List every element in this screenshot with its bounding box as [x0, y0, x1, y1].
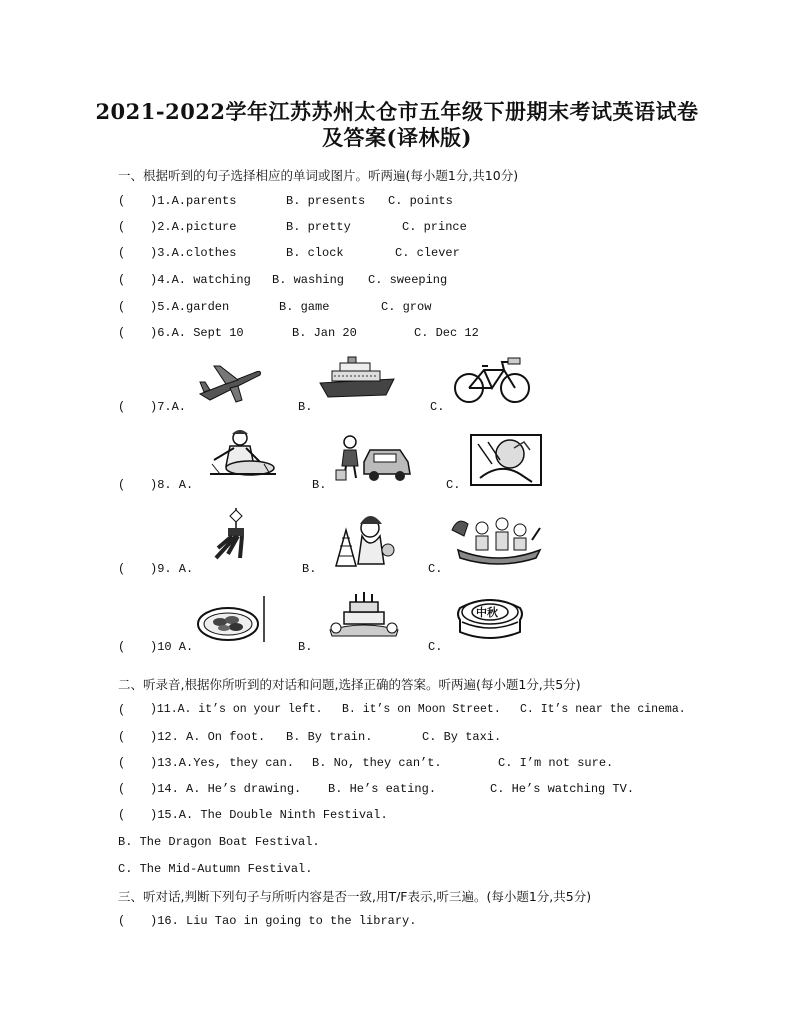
option-c: C.: [428, 562, 443, 576]
option-a: )8. A.: [150, 478, 194, 492]
page-title-line2: 及答案(译林版): [322, 125, 472, 150]
ship-icon: [318, 355, 396, 401]
section2-heading: 二、听录音,根据你所听到的对话和问题,选择正确的答案。听两遍(每小题1分,共5分): [118, 677, 581, 692]
answer-paren: (: [118, 730, 126, 744]
option-c: C. points: [388, 194, 453, 208]
section3-heading: 三、听对话,判断下列句子与所听内容是否一致,用T/F表示,听三遍。(每小题1分,共5分): [118, 889, 592, 904]
option-a: )7.A.: [150, 400, 187, 414]
option-a: )6.A. Sept 10: [150, 326, 244, 340]
option-c: C. Dec 12: [414, 326, 479, 340]
item15-option-b: B. The Dragon Boat Festival.: [118, 835, 320, 849]
option-b: B.: [298, 400, 313, 414]
option-a: )3.A.clothes: [150, 246, 237, 260]
santa-christmas-icon: [322, 510, 398, 568]
option-a: )12. A. On foot.: [150, 730, 266, 744]
answer-paren: (: [118, 273, 126, 287]
answer-paren: (: [118, 914, 126, 928]
option-b: B. it’s on Moon Street.: [342, 703, 501, 716]
answer-paren: (: [118, 400, 126, 414]
answer-paren: (: [118, 220, 126, 234]
option-c: C. clever: [395, 246, 460, 260]
option-b: B.: [312, 478, 327, 492]
answer-paren: (: [118, 756, 126, 770]
mooncake-label: 中秋: [476, 606, 498, 619]
answer-paren: (: [118, 478, 126, 492]
option-b: B.: [298, 640, 313, 654]
option-b: B. No, they can’t.: [312, 756, 442, 770]
option-c: C. grow: [381, 300, 432, 314]
option-b: B. clock: [286, 246, 344, 260]
item15-option-c: C. The Mid-Autumn Festival.: [118, 862, 313, 876]
option-c: C. By taxi.: [422, 730, 502, 744]
option-b: B. game: [279, 300, 330, 314]
statement-text: )16. Liu Tao in going to the library.: [150, 914, 417, 928]
answer-paren: (: [118, 782, 126, 796]
answer-paren: (: [118, 703, 126, 717]
answer-paren: (: [118, 562, 126, 576]
option-b: B. He’s eating.: [328, 782, 437, 796]
dragon-boat-icon: [448, 510, 544, 568]
answer-paren: (: [118, 246, 126, 260]
option-c: C. prince: [402, 220, 467, 234]
bicycle-icon: [452, 356, 532, 404]
zongzi-plate-icon: [196, 594, 270, 646]
girl-washing-clothes-icon: [204, 428, 280, 482]
option-c: C. sweeping: [368, 273, 448, 287]
option-c: C. It’s near the cinema.: [520, 703, 686, 716]
page-title-line1: 2021-2022学年江苏苏州太仓市五年级下册期末考试英语试卷: [95, 99, 699, 124]
option-a: )10 A.: [150, 640, 194, 654]
answer-paren: (: [118, 326, 126, 340]
birthday-cake-icon: [326, 590, 402, 640]
option-a: )5.A.garden: [150, 300, 230, 314]
option-c: C. He’s watching TV.: [490, 782, 635, 796]
option-a: )4.A. watching: [150, 273, 251, 287]
option-a: )11.A. it’s on your left.: [150, 703, 323, 716]
mooncake-icon: [452, 594, 528, 642]
option-a: )9. A.: [150, 562, 194, 576]
section1-heading: 一、根据听到的句子选择相应的单词或图片。听两遍(每小题1分,共10分): [118, 168, 519, 183]
option-b: B. presents: [286, 194, 366, 208]
option-a: )1.A.parents: [150, 194, 237, 208]
option-b: B. pretty: [286, 220, 351, 234]
option-b: B.: [302, 562, 317, 576]
option-c: C. I’m not sure.: [498, 756, 614, 770]
option-b: B. washing: [272, 273, 345, 287]
option-c: C.: [428, 640, 443, 654]
option-a: )15.A. The Double Ninth Festival.: [150, 808, 388, 822]
option-c: C.: [430, 400, 445, 414]
option-a: )14. A. He’s drawing.: [150, 782, 302, 796]
answer-paren: (: [118, 808, 126, 822]
airplane-icon: [196, 360, 264, 406]
option-b: B. By train.: [286, 730, 373, 744]
boy-washing-car-icon: [334, 432, 414, 484]
sweeping-picture-icon: [470, 434, 542, 486]
option-a: )13.A.Yes, they can.: [150, 756, 295, 770]
option-c: C.: [446, 478, 461, 492]
option-a: )2.A.picture: [150, 220, 237, 234]
answer-paren: (: [118, 300, 126, 314]
option-b: B. Jan 20: [292, 326, 357, 340]
answer-paren: (: [118, 194, 126, 208]
answer-paren: (: [118, 640, 126, 654]
firecrackers-icon: [208, 508, 256, 564]
